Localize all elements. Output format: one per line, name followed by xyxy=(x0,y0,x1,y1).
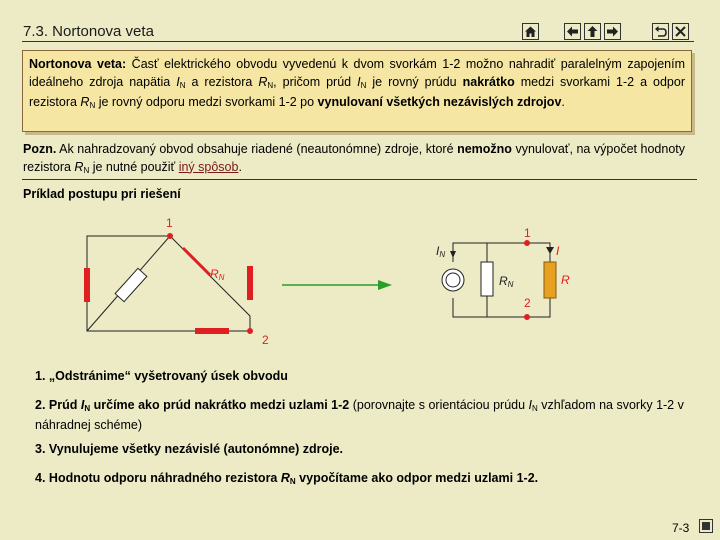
definition-text: Časť elektrického obvodu vyvedenú k dvom svorkám 1-2 možno nahradiť paralelným zapojením ideálneho zdroja napätia xyxy=(29,57,685,89)
norton-resistor-label xyxy=(499,274,513,289)
note-emphasis: nemožno xyxy=(457,142,512,156)
equivalence-arrow xyxy=(282,280,392,290)
load-resistor-label: R xyxy=(561,273,570,287)
definition-emphasis: nakrátko xyxy=(462,74,515,89)
subscript: N xyxy=(360,80,367,90)
subscript: N xyxy=(84,404,91,413)
symbol: R xyxy=(280,471,290,485)
subscript: N xyxy=(267,80,274,90)
left-node-1-label: 1 xyxy=(166,216,173,230)
definition-text: . xyxy=(561,95,565,109)
symbol: I xyxy=(176,74,180,89)
load-current-label: I xyxy=(556,244,560,258)
step-number: 2. xyxy=(35,398,46,412)
left-node-2-label: 2 xyxy=(262,333,269,347)
node-1 xyxy=(167,233,173,239)
definition-text: je rovný odporu medzi svorkami 1-2 po xyxy=(95,95,318,109)
right-branch-element xyxy=(247,266,253,300)
definition-text: medzi svorkami 1-2 a odpor rezistora xyxy=(29,74,685,109)
symbol: R xyxy=(258,74,268,89)
symbol: I xyxy=(80,398,85,412)
step-text: vzhľadom na svorky 1-2 v náhradnej schéme) xyxy=(35,398,684,432)
step-3 xyxy=(35,441,343,457)
step-text: Vynulujeme všetky nezávislé (autonómne) zdroje. xyxy=(48,442,343,456)
symbol: I xyxy=(528,398,533,412)
subscript: N xyxy=(89,101,96,110)
step-4 xyxy=(35,470,538,490)
norton-node-2 xyxy=(524,314,530,320)
symbol: R xyxy=(80,95,90,109)
step-text: (porovnajte s orientáciou prúdu xyxy=(349,398,529,412)
step-text: vypočítame ako odpor medzi uzlami 1-2. xyxy=(295,471,539,485)
page-square-icon[interactable] xyxy=(699,519,713,533)
node-2 xyxy=(247,328,253,334)
step-number: 1. xyxy=(35,369,46,383)
current-source-icon xyxy=(442,269,464,291)
page-number: 7-3 xyxy=(672,521,690,535)
right-node-2-label: 2 xyxy=(524,296,531,310)
left-rn-label xyxy=(210,267,224,282)
step-text: Hodnotu odporu náhradného rezistora xyxy=(48,471,281,485)
bottom-branch-element xyxy=(195,328,229,334)
step-2 xyxy=(35,397,695,433)
symbol: I xyxy=(436,244,440,258)
step-number: 4. xyxy=(35,471,46,485)
subscript: N xyxy=(83,165,90,175)
note-text: Ak nahradzovaný obvod obsahuje riadené (neautonómne) zdroje, ktoré xyxy=(56,142,458,156)
note-text: . xyxy=(238,159,242,174)
subscript: N xyxy=(507,280,514,289)
note-text: vynulovať, na výpočet hodnoty rezistora xyxy=(23,142,685,174)
example-title: Príklad postupu pri riešení xyxy=(23,187,181,201)
diagonal-resistor xyxy=(115,268,147,301)
removed-section xyxy=(183,248,210,275)
definition-text: a rezistora xyxy=(185,74,259,89)
note-text: je nutné použiť xyxy=(89,159,179,174)
alternative-method-link[interactable]: iný spôsob xyxy=(178,159,239,174)
step-number: 3. xyxy=(35,442,46,456)
note-label: Pozn. xyxy=(23,142,57,156)
symbol: R xyxy=(210,267,219,281)
left-branch-element xyxy=(84,268,90,302)
subscript: N xyxy=(439,250,446,259)
definition-text: , pričom prúd xyxy=(273,74,358,89)
norton-resistor xyxy=(481,262,493,296)
definition-term: Nortonova veta: xyxy=(29,57,127,71)
definition-emphasis: vynulovaní všetkých nezávislých zdrojov xyxy=(317,95,562,109)
step-1 xyxy=(35,368,288,384)
definition-text: je rovný prúdu xyxy=(366,74,463,89)
norton-current-label xyxy=(436,244,445,259)
load-resistor xyxy=(544,262,556,298)
original-circuit xyxy=(84,233,253,334)
symbol: R xyxy=(499,274,508,288)
subscript: N xyxy=(179,80,186,90)
subscript: N xyxy=(289,477,296,486)
right-node-1-label: 1 xyxy=(524,226,531,240)
symbol: I xyxy=(357,74,361,89)
norton-node-1 xyxy=(524,240,530,246)
subscript: N xyxy=(218,273,225,282)
page-title: 7.3. Nortonova veta xyxy=(23,23,154,40)
step-text: „Odstránime“ vyšetrovaný úsek obvodu xyxy=(48,369,288,383)
symbol: R xyxy=(74,159,84,174)
step-text: Prúd xyxy=(48,398,81,412)
subscript: N xyxy=(532,404,538,413)
step-text: určíme ako prúd nakrátko medzi uzlami 1-2 xyxy=(90,398,350,412)
